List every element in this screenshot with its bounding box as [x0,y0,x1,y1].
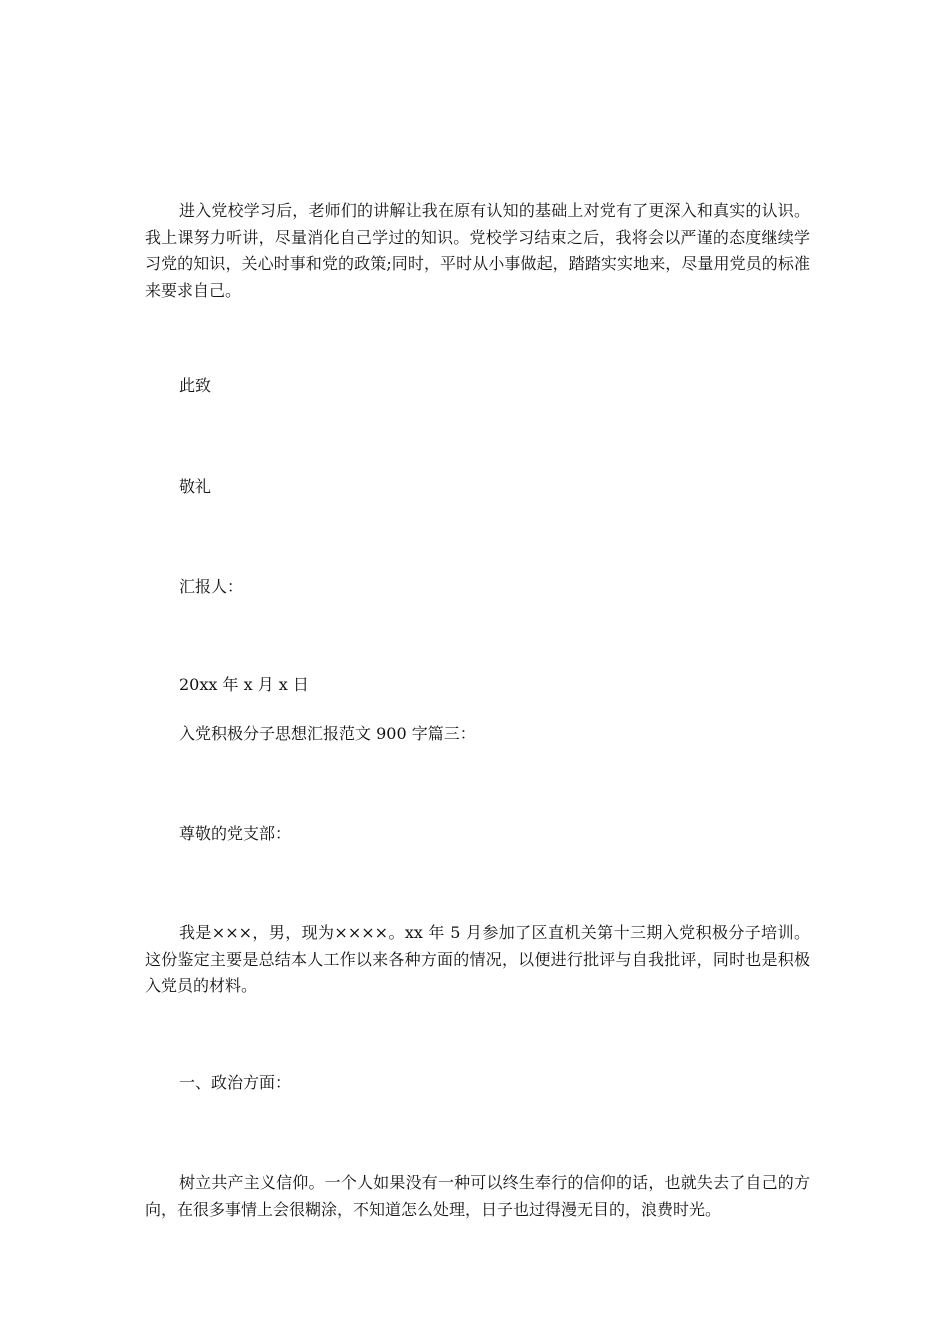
report-date: 20xx 年 x 月 x 日 [179,675,309,694]
closing-cizhi: 此致 [179,376,212,395]
section-title: 入党积极分子思想汇报范文 900 字篇三： [179,724,476,743]
paragraph-text: 进入党校学习后，老师们的讲解让我在原有认知的基础上对党有了更深入和真实的认识。我上课努力听讲，尽量消化自己学过的知识。党校学习结束之后，我将会以严谨的态度继续学习党的知识，关心时事和党的政策;同时，平时从小事做起，踏踏实实地来，尽量用党员的标准来要求自己。 [145,201,810,300]
paragraph-study-reflection [145,198,810,304]
paragraph-belief [145,1170,810,1223]
paragraph-self-introduction [145,920,810,1000]
paragraph-text: 我是×××，男，现为××××。xx 年 5 月参加了区直机关第十三期入党积极分子培训。这份鉴定主要是总结本人工作以来各种方面的情况，以便进行批评与自我批评，同时也是积极入党员的材料。 [145,923,810,995]
paragraph-text: 树立共产主义信仰。一个人如果没有一种可以终生奉行的信仰的话，也就失去了自己的方向，在很多事情上会很糊涂，不知道怎么处理，日子也过得漫无目的，浪费时光。 [145,1173,810,1219]
reporter-label: 汇报人： [179,577,244,596]
closing-jingli: 敬礼 [179,477,212,496]
salutation: 尊敬的党支部： [179,824,292,843]
heading-politics: 一、政治方面： [179,1073,292,1092]
